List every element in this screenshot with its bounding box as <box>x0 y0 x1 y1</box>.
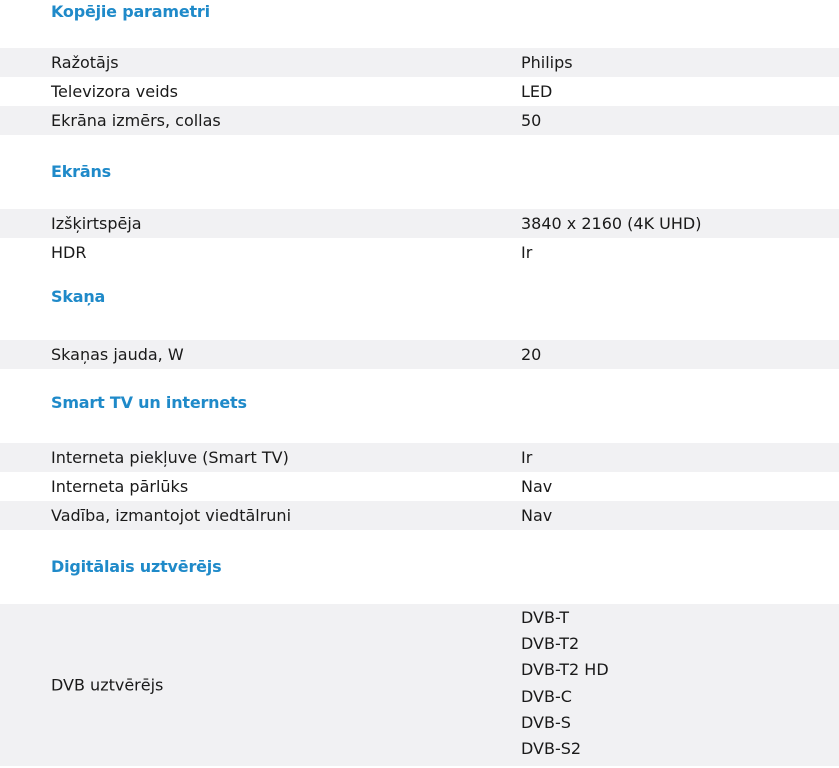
spec-label: Ekrāna izmērs, collas <box>51 111 221 130</box>
spec-label: Interneta pārlūks <box>51 477 189 496</box>
section-title-screen <box>0 135 839 209</box>
section-title-sound <box>0 267 839 340</box>
spec-value-item: DVB-S <box>521 712 571 732</box>
spec-label: Skaņas jauda, W <box>51 345 184 364</box>
spec-value-item: DVB-T <box>521 608 570 627</box>
spec-row-manufacturer <box>0 48 839 77</box>
spec-row-resolution <box>0 209 839 238</box>
spec-row-screen-size <box>0 106 839 135</box>
spec-value: Ir <box>521 448 533 467</box>
spec-value: Nav <box>521 477 553 496</box>
spec-row-browser <box>0 472 839 501</box>
section-title-text: Digitālais uztvērējs <box>51 557 222 576</box>
spec-value: Ir <box>521 243 533 262</box>
spec-label: Ražotājs <box>51 53 119 72</box>
spec-value-item: DVB-T2 HD <box>521 660 609 680</box>
spec-value-item: DVB-C <box>521 686 572 706</box>
spec-label: Izšķirtspēja <box>51 214 142 233</box>
spec-label: Interneta piekļuve (Smart TV) <box>51 448 289 467</box>
spec-value: Philips <box>521 53 573 72</box>
section-title-text: Kopējie parametri <box>51 2 210 21</box>
section-title-text: Skaņa <box>51 287 106 306</box>
spec-value: Nav <box>521 506 553 525</box>
section-title-smart-tv <box>0 369 839 443</box>
spec-value: 20 <box>521 345 542 364</box>
spec-label: Vadība, izmantojot viedtālruni <box>51 506 292 525</box>
spec-value-item: DVB-S2 <box>521 738 582 758</box>
spec-row-sound-power <box>0 340 839 369</box>
spec-label: HDR <box>51 243 87 262</box>
spec-label: DVB uztvērējs <box>51 675 164 695</box>
section-title-digital-receiver <box>0 530 839 604</box>
spec-row-hdr <box>0 238 839 267</box>
spec-label: Televizora veids <box>51 82 179 101</box>
spec-value: 50 <box>521 111 542 130</box>
spec-row-smartphone-control <box>0 501 839 530</box>
spec-value-item: DVB-T2 <box>521 634 580 654</box>
spec-value-list <box>521 605 609 762</box>
section-title-text: Smart TV un internets <box>51 393 247 412</box>
spec-row-tv-type <box>0 77 839 106</box>
spec-row-internet-access <box>0 443 839 472</box>
section-title-general <box>0 0 839 48</box>
section-title-text: Ekrāns <box>51 162 111 181</box>
spec-value: LED <box>521 82 553 101</box>
spec-value: 3840 x 2160 (4K UHD) <box>521 214 702 233</box>
spec-row-dvb-receiver <box>0 604 839 766</box>
